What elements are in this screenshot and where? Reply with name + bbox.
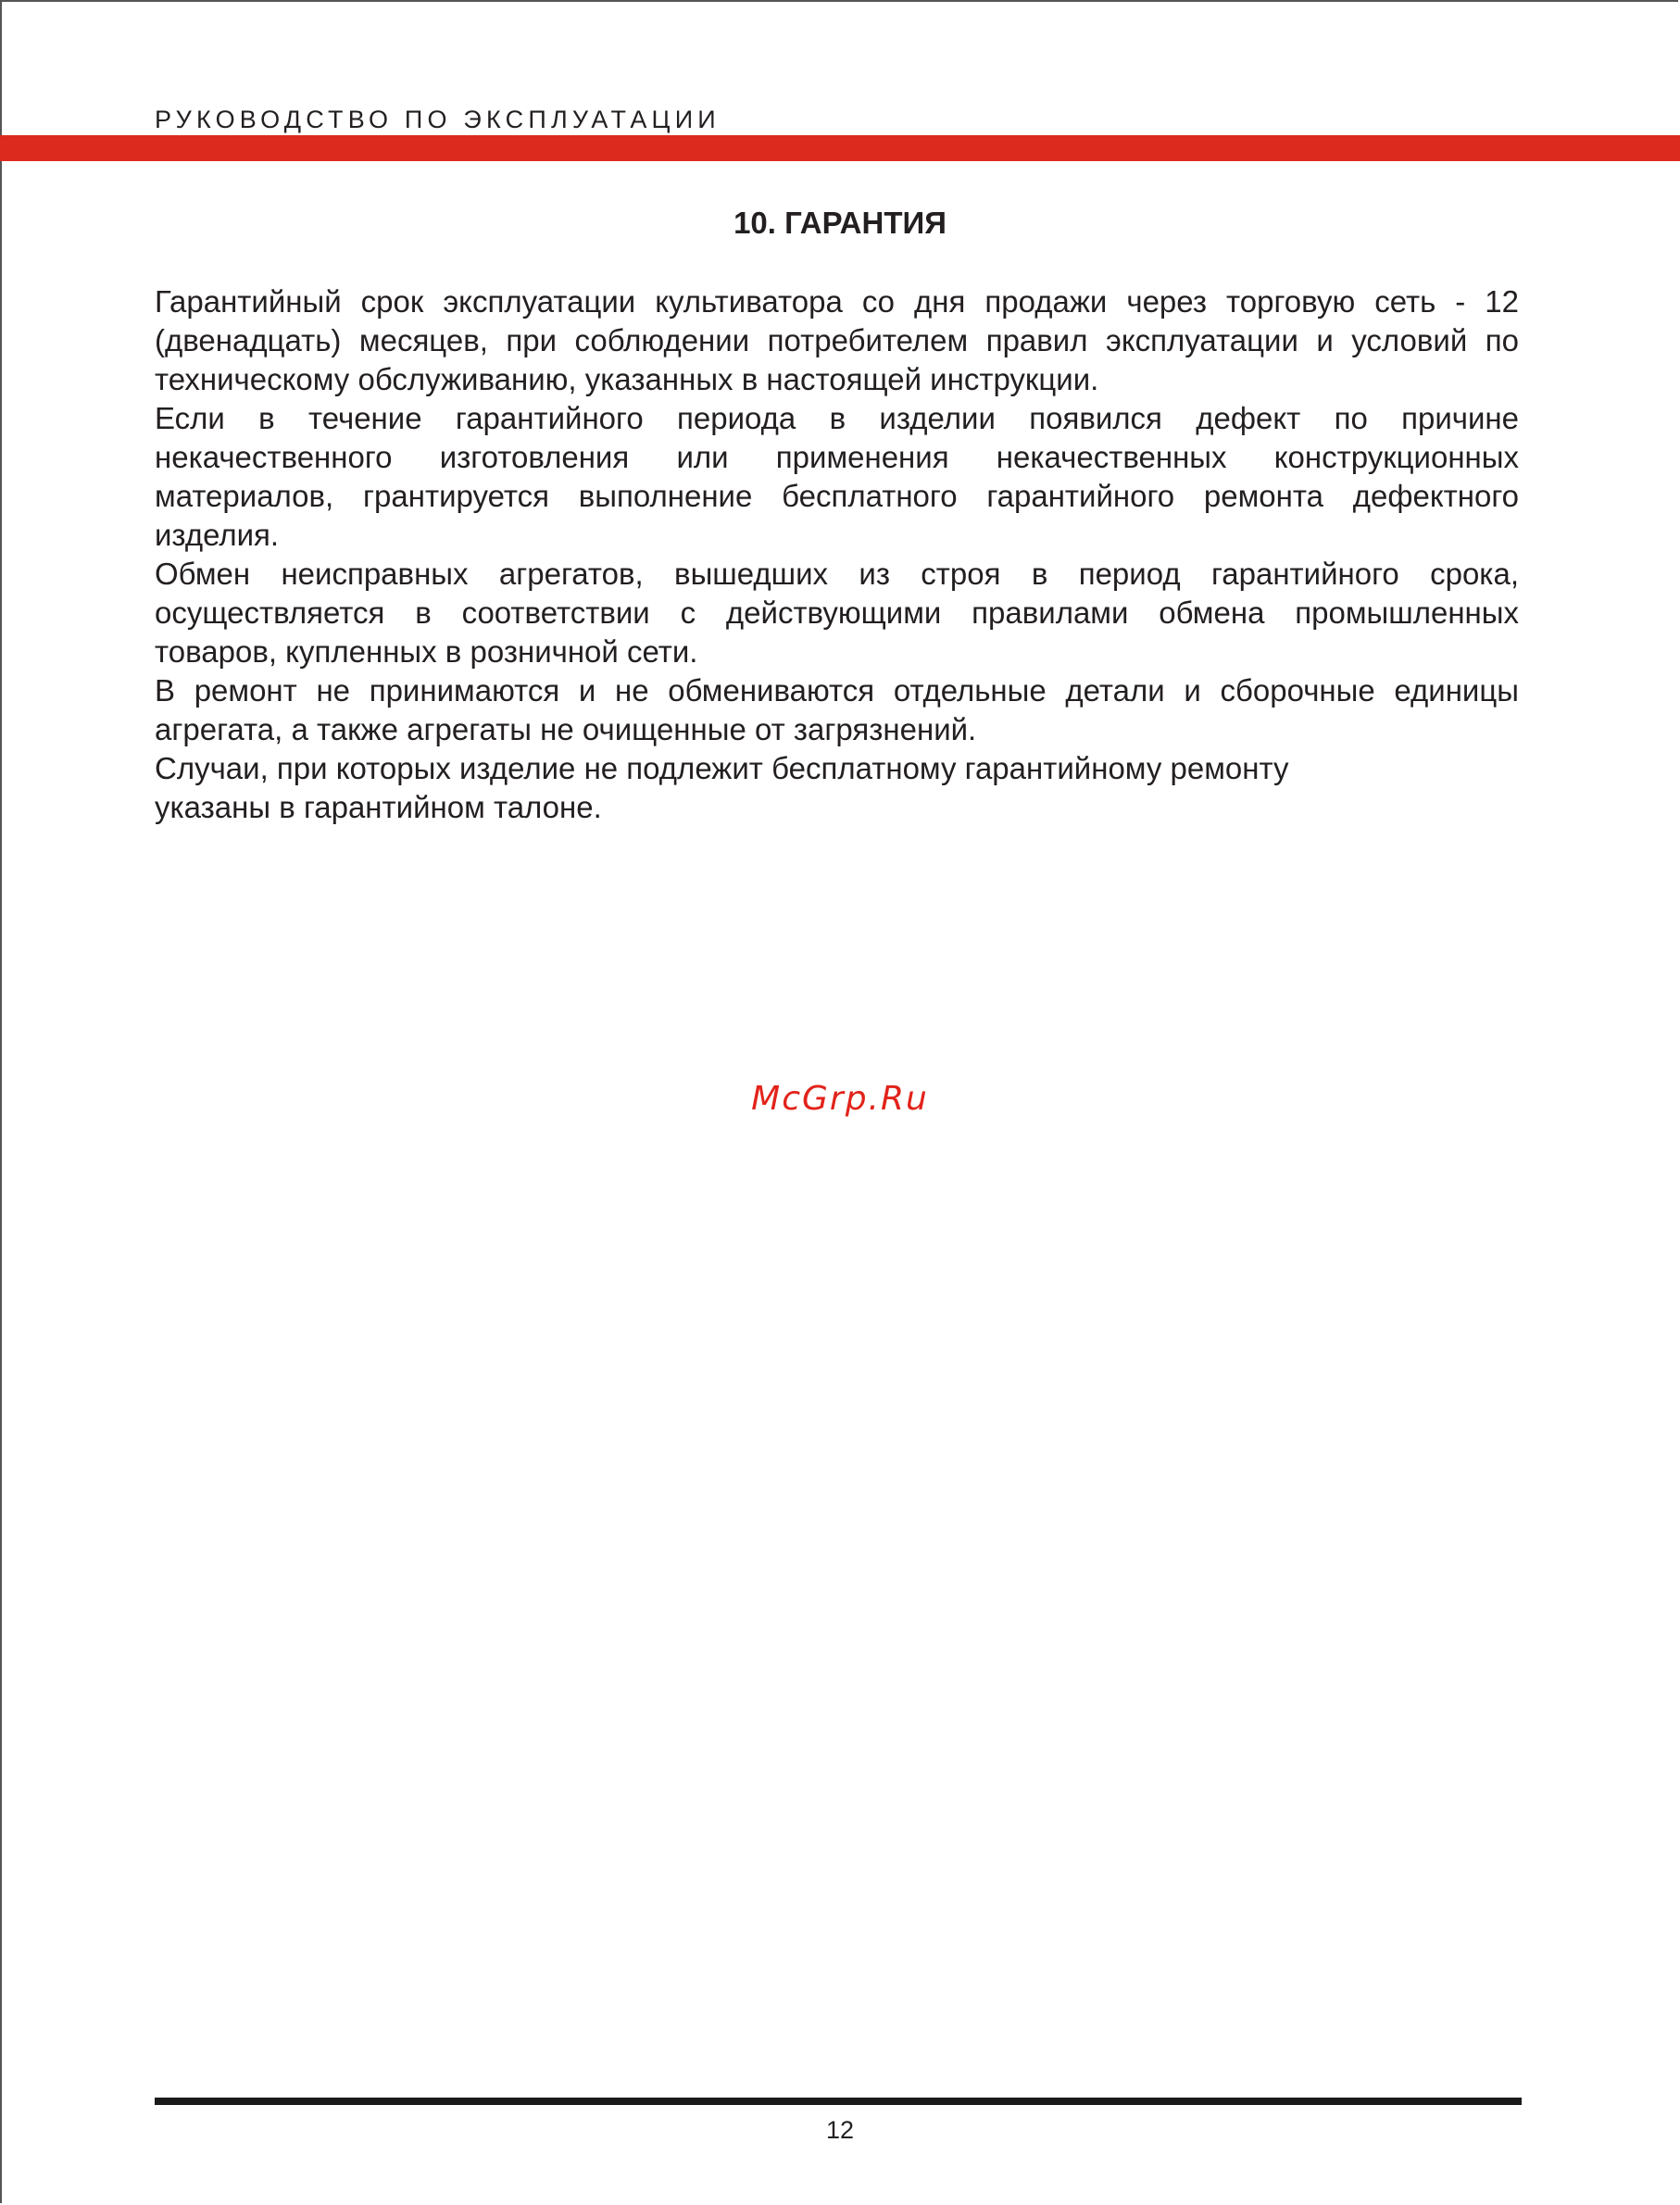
watermark: McGrp.Ru xyxy=(751,1080,929,1118)
section-body xyxy=(155,282,1519,827)
paragraph-defect-repair xyxy=(155,399,1519,555)
text-line: товаров, купленных в розничной сети. xyxy=(155,634,698,669)
text-line: изделия. xyxy=(155,518,280,552)
text-line: материалов, грантируется выполнение бесплатного гарантийного ремонта дефектного xyxy=(155,479,1519,513)
text-line: некачественного изготовления или применения некачественных конструкционных xyxy=(155,440,1519,474)
text-line: Обмен неисправных агрегатов, вышедших из строя в период гарантийного срока, xyxy=(155,557,1519,591)
page-number: 12 xyxy=(825,2116,855,2144)
text-line: осуществляется в соответствии с действующими правилами обмена промышленных xyxy=(155,595,1519,630)
text-line: В ремонт не принимаются и не обмениваются отдельные детали и сборочные единицы xyxy=(155,673,1519,708)
running-header: РУКОВОДСТВО ПО ЭКСПЛУАТАЦИИ xyxy=(155,106,721,133)
text-line: (двенадцать) месяцев, при соблюдении потребителем правил эксплуатации и условий по xyxy=(155,323,1519,357)
text-line: агрегата, а также агрегаты не очищенные от загрязнений. xyxy=(155,712,977,746)
paragraph-exchange xyxy=(155,555,1519,671)
paragraph-warranty-period xyxy=(155,282,1519,399)
text-line: Гарантийный срок эксплуатации культиватора со дня продажи через торговую сеть - 12 xyxy=(155,284,1519,319)
paragraph-warranty-card xyxy=(155,749,1519,827)
paragraph-exclusions xyxy=(155,671,1519,749)
header-band xyxy=(0,135,1680,161)
text-line: указаны в гарантийном талоне. xyxy=(155,790,602,824)
text-line: техническому обслуживанию, указанных в настоящей инструкции. xyxy=(155,362,1099,396)
text-line: Если в течение гарантийного периода в изделии появился дефект по причине xyxy=(155,401,1519,435)
section-title: 10. ГАРАНТИЯ xyxy=(733,206,947,240)
text-line: Случаи, при которых изделие не подлежит бесплатному гарантийному ремонту xyxy=(155,751,1289,785)
footer-rule xyxy=(155,2098,1522,2105)
